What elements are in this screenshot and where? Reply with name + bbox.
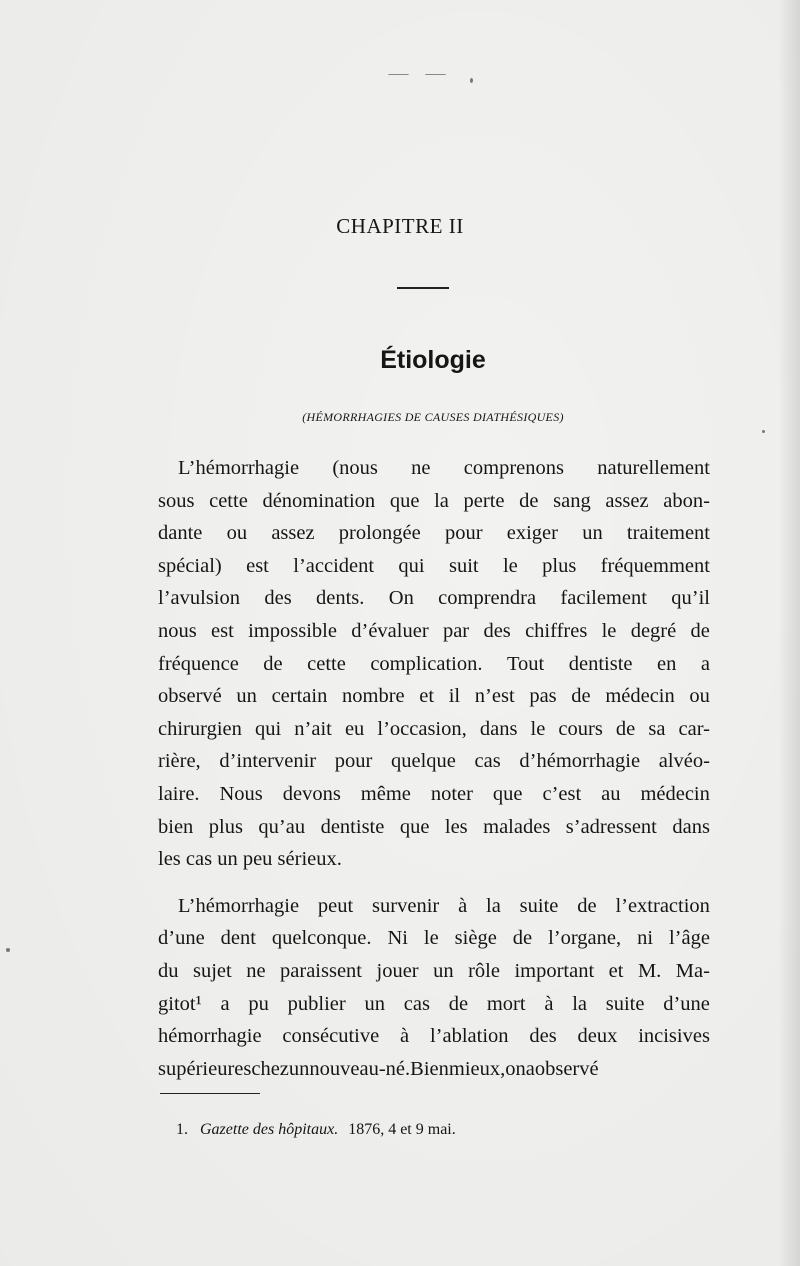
text-line: L’hémorrhagie peut survenir à la suite de l’extraction — [178, 894, 710, 917]
page-marker: — — — [388, 62, 452, 84]
paragraph — [158, 890, 710, 1086]
section-title: Étiologie — [380, 346, 486, 374]
chapter-heading: CHAPITRE II — [336, 214, 464, 238]
text-line: hémorrhagie consécutive à l’ablation des deux incisives — [158, 1025, 710, 1048]
chapter-rule — [397, 287, 449, 289]
text-line: fréquence de cette complication. Tout dentiste en a — [158, 652, 710, 675]
text-line: du sujet ne paraissent jouer un rôle important et M. Ma- — [158, 959, 710, 982]
paper-speck — [762, 430, 765, 433]
section-subtitle: (HÉMORRHAGIES DE CAUSES DIATHÉSIQUES) — [302, 410, 564, 424]
text-line: rière, d’intervenir pour quelque cas d’hémorrhagie alvéo- — [158, 750, 710, 773]
text-line: sous cette dénomination que la perte de sang assez abon- — [158, 489, 710, 512]
text-line: observé un certain nombre et il n’est pas de médecin ou — [158, 685, 710, 708]
text-line: bien plus qu’au dentiste que les malades s’adressent dans — [158, 815, 710, 838]
text-line: dante ou assez prolongée pour exiger un traitement — [158, 522, 710, 545]
footnote-detail: 1876, 4 et 9 mai. — [348, 1121, 456, 1138]
footnote — [176, 1121, 456, 1139]
footnote-source: Gazette des hôpitaux. — [200, 1121, 339, 1138]
text-line: L’hémorrhagie (nous ne comprenons naturellement — [178, 457, 710, 479]
text-line: d’une dent quelconque. Ni le siège de l’organe, ni l’âge — [158, 927, 710, 950]
text-line: spécial) est l’accident qui suit le plus fréquemment — [158, 554, 710, 577]
text-line: nous est impossible d’évaluer par des chiffres le degré de — [158, 619, 710, 642]
paragraph — [158, 452, 710, 876]
paragraph-gap — [158, 876, 710, 890]
text-line: les cas un peu sérieux. — [158, 848, 342, 871]
text-line: supérieures chez un nouveau-né. Bien mieux, on a observé — [158, 1057, 599, 1080]
text-line: chirurgien qui n’ait eu l’occasion, dans le cours de sa car- — [158, 717, 710, 740]
text-line: l’avulsion des dents. On comprendra facilement qu’il — [158, 587, 710, 610]
text-line: laire. Nous devons même noter que c’est au médecin — [158, 782, 710, 805]
footnote-number: 1. — [176, 1121, 188, 1138]
paper-speck — [470, 78, 473, 83]
text-line: gitot¹ a pu publier un cas de mort à la suite d’une — [158, 992, 710, 1015]
paper-speck — [6, 948, 10, 952]
page-edge-shadow — [778, 0, 800, 1266]
body-text — [158, 452, 710, 1085]
footnote-rule — [160, 1093, 260, 1094]
